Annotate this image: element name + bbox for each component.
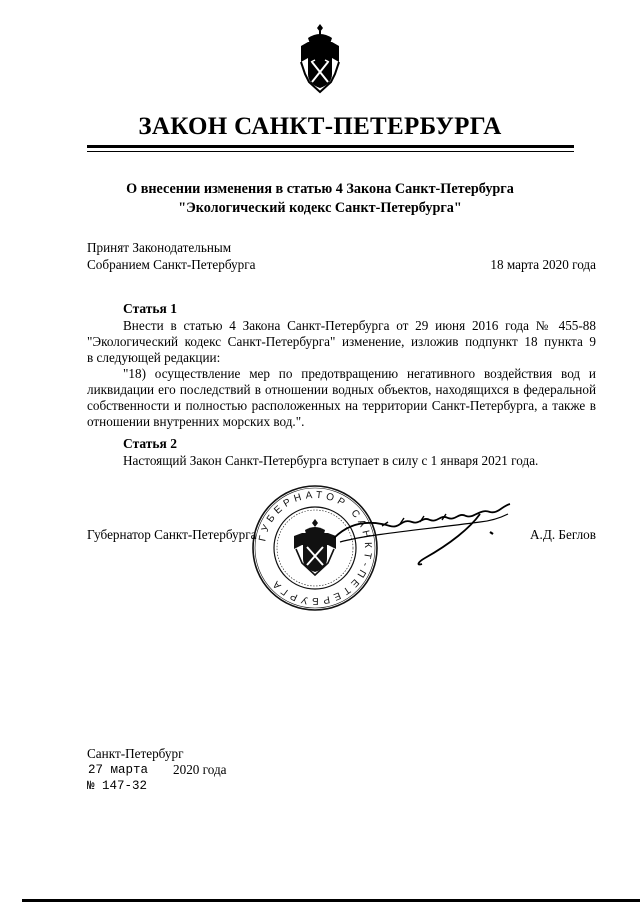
footer-year: 2020 года bbox=[173, 762, 227, 777]
title-underline-thick bbox=[87, 145, 574, 148]
article-1-heading: Статья 1 bbox=[123, 301, 177, 316]
coat-of-arms-icon bbox=[297, 22, 343, 94]
adoption-line-2: Собранием Санкт-Петербурга bbox=[87, 257, 256, 272]
article-2-heading: Статья 2 bbox=[123, 436, 177, 451]
article-1-line: ликвидации его последствий в отношении водных объектов, находящихся в федеральной bbox=[87, 382, 596, 397]
footer-number: № 147-32 bbox=[87, 779, 148, 793]
article-1-line: "Экологический кодекс Санкт-Петербурга" изменение, изложив подпункт 18 пункта 9 bbox=[87, 334, 596, 349]
article-1-line: "18) осуществление мер по предотвращению негативного воздействия вод и bbox=[123, 366, 596, 381]
adoption-line-1: Принят Законодательным bbox=[87, 240, 232, 255]
law-subject bbox=[0, 180, 640, 218]
article-1-line: отношении внутренних морских вод.". bbox=[87, 414, 305, 429]
law-title: ЗАКОН САНКТ-ПЕТЕРБУРГА bbox=[138, 113, 502, 140]
handwritten-signature-icon bbox=[330, 492, 515, 574]
adoption-date: 18 марта 2020 года bbox=[490, 257, 596, 272]
article-1-line: Внести в статью 4 Закона Санкт-Петербурга от 29 июня 2016 года № 455-88 bbox=[123, 318, 596, 333]
signatory-name: А.Д. Беглов bbox=[530, 527, 596, 542]
footer-city: Санкт-Петербург bbox=[87, 746, 184, 761]
subject-line-1: О внесении изменения в статью 4 Закона Санкт-Петербурга bbox=[126, 181, 514, 197]
footer-day-month: 27 марта bbox=[88, 763, 149, 777]
article-1-line: собственности и полностью расположенных на территории Санкт-Петербурга, а также в bbox=[87, 398, 596, 413]
title-underline-thin bbox=[87, 151, 574, 152]
article-2-text: Настоящий Закон Санкт-Петербурга вступает в силу с 1 января 2021 года. bbox=[123, 453, 539, 468]
signatory-position: Губернатор Санкт-Петербурга bbox=[87, 527, 257, 542]
article-1-line: в следующей редакции: bbox=[87, 350, 221, 365]
bottom-scan-edge bbox=[22, 899, 640, 902]
subject-line-2: "Экологический кодекс Санкт-Петербурга" bbox=[178, 200, 462, 216]
seal-text: ГУБЕРНАТОР САНКТ-ПЕТЕРБУРГА bbox=[257, 489, 374, 607]
